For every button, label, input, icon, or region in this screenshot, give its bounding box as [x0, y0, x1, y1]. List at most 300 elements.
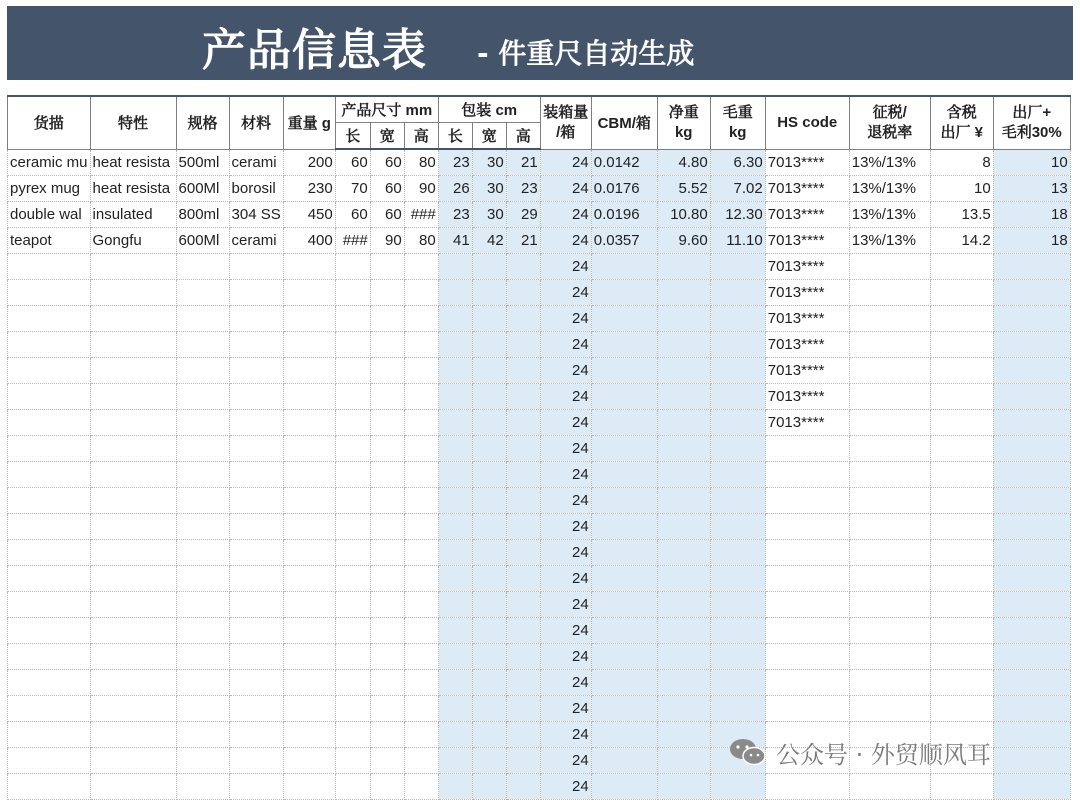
cell-pack-length[interactable]: [438, 566, 472, 592]
cell-prod-width[interactable]: [370, 462, 404, 488]
cell-pack-height[interactable]: [506, 384, 540, 410]
cell-gross-weight[interactable]: [710, 254, 765, 280]
cell-name[interactable]: [8, 306, 91, 332]
cell-tax-rate[interactable]: 13%/13%: [849, 228, 930, 254]
cell-name[interactable]: [8, 488, 91, 514]
cell-weight[interactable]: 230: [283, 176, 335, 202]
cell-tax-rate[interactable]: [849, 618, 930, 644]
header-feature[interactable]: 特性: [90, 96, 176, 149]
cell-material[interactable]: [229, 436, 283, 462]
cell-spec[interactable]: [176, 306, 229, 332]
cell-qty[interactable]: 24: [540, 462, 591, 488]
cell-hs-code[interactable]: [765, 566, 849, 592]
cell-pack-width[interactable]: [472, 488, 506, 514]
cell-cbm[interactable]: [591, 592, 657, 618]
cell-qty[interactable]: 24: [540, 644, 591, 670]
cell-name[interactable]: pyrex mug: [8, 176, 91, 202]
cell-weight[interactable]: [283, 332, 335, 358]
cell-cbm[interactable]: [591, 488, 657, 514]
cell-margin-price[interactable]: 13: [993, 176, 1070, 202]
cell-pack-width[interactable]: [472, 592, 506, 618]
cell-weight[interactable]: [283, 592, 335, 618]
cell-feature[interactable]: heat resista: [90, 176, 176, 202]
cell-spec[interactable]: [176, 592, 229, 618]
cell-prod-height[interactable]: [404, 306, 438, 332]
cell-margin-price[interactable]: [993, 384, 1070, 410]
cell-prod-width[interactable]: [370, 774, 404, 800]
cell-prod-length[interactable]: 60: [335, 202, 370, 228]
cell-name[interactable]: [8, 410, 91, 436]
cell-prod-height[interactable]: [404, 462, 438, 488]
cell-factory-price[interactable]: [930, 306, 993, 332]
cell-pack-length[interactable]: [438, 748, 472, 774]
header-pack-width[interactable]: 宽: [472, 123, 506, 150]
cell-hs-code[interactable]: [765, 774, 849, 800]
cell-prod-height[interactable]: ###: [404, 202, 438, 228]
cell-weight[interactable]: [283, 280, 335, 306]
cell-qty[interactable]: 24: [540, 540, 591, 566]
cell-prod-height[interactable]: [404, 436, 438, 462]
cell-gross-weight[interactable]: [710, 514, 765, 540]
cell-prod-height[interactable]: [404, 670, 438, 696]
cell-pack-width[interactable]: [472, 644, 506, 670]
cell-material[interactable]: [229, 540, 283, 566]
cell-gross-weight[interactable]: [710, 774, 765, 800]
cell-material[interactable]: [229, 644, 283, 670]
cell-pack-height[interactable]: [506, 358, 540, 384]
cell-hs-code[interactable]: [765, 644, 849, 670]
cell-cbm[interactable]: 0.0196: [591, 202, 657, 228]
cell-margin-price[interactable]: [993, 462, 1070, 488]
cell-name[interactable]: [8, 254, 91, 280]
cell-margin-price[interactable]: [993, 670, 1070, 696]
cell-tax-rate[interactable]: [849, 670, 930, 696]
cell-spec[interactable]: [176, 514, 229, 540]
cell-feature[interactable]: [90, 670, 176, 696]
cell-factory-price[interactable]: 13.5: [930, 202, 993, 228]
cell-margin-price[interactable]: [993, 514, 1070, 540]
cell-prod-width[interactable]: [370, 748, 404, 774]
cell-prod-height[interactable]: [404, 592, 438, 618]
cell-prod-length[interactable]: [335, 462, 370, 488]
cell-cbm[interactable]: [591, 306, 657, 332]
cell-feature[interactable]: [90, 384, 176, 410]
cell-margin-price[interactable]: [993, 280, 1070, 306]
cell-margin-price[interactable]: [993, 566, 1070, 592]
cell-gross-weight[interactable]: [710, 410, 765, 436]
cell-prod-length[interactable]: [335, 540, 370, 566]
cell-name[interactable]: [8, 774, 91, 800]
header-cbm[interactable]: CBM/箱: [591, 96, 657, 149]
cell-pack-length[interactable]: [438, 358, 472, 384]
cell-material[interactable]: [229, 306, 283, 332]
cell-prod-height[interactable]: [404, 488, 438, 514]
cell-margin-price[interactable]: [993, 644, 1070, 670]
cell-margin-price[interactable]: [993, 358, 1070, 384]
cell-qty[interactable]: 24: [540, 306, 591, 332]
cell-prod-height[interactable]: 80: [404, 149, 438, 176]
cell-prod-height[interactable]: 80: [404, 228, 438, 254]
cell-qty[interactable]: 24: [540, 618, 591, 644]
cell-margin-price[interactable]: [993, 592, 1070, 618]
cell-qty[interactable]: 24: [540, 592, 591, 618]
cell-feature[interactable]: [90, 332, 176, 358]
cell-material[interactable]: [229, 410, 283, 436]
cell-cbm[interactable]: 0.0357: [591, 228, 657, 254]
cell-hs-code[interactable]: [765, 488, 849, 514]
cell-pack-width[interactable]: [472, 722, 506, 748]
cell-pack-length[interactable]: 41: [438, 228, 472, 254]
cell-qty[interactable]: 24: [540, 384, 591, 410]
cell-material[interactable]: 304 SS: [229, 202, 283, 228]
cell-cbm[interactable]: [591, 514, 657, 540]
cell-margin-price[interactable]: [993, 748, 1070, 774]
cell-prod-length[interactable]: [335, 670, 370, 696]
cell-prod-height[interactable]: [404, 618, 438, 644]
cell-gross-weight[interactable]: [710, 280, 765, 306]
cell-spec[interactable]: [176, 358, 229, 384]
cell-spec[interactable]: [176, 696, 229, 722]
cell-prod-length[interactable]: [335, 306, 370, 332]
cell-gross-weight[interactable]: 12.30: [710, 202, 765, 228]
header-prod-height[interactable]: 高: [404, 123, 438, 150]
cell-prod-width[interactable]: [370, 306, 404, 332]
cell-feature[interactable]: [90, 410, 176, 436]
cell-qty[interactable]: 24: [540, 228, 591, 254]
cell-qty[interactable]: 24: [540, 436, 591, 462]
cell-pack-height[interactable]: [506, 332, 540, 358]
cell-factory-price[interactable]: [930, 618, 993, 644]
cell-tax-rate[interactable]: [849, 540, 930, 566]
cell-factory-price[interactable]: [930, 670, 993, 696]
cell-pack-width[interactable]: [472, 696, 506, 722]
cell-pack-width[interactable]: [472, 670, 506, 696]
cell-material[interactable]: [229, 774, 283, 800]
cell-name[interactable]: [8, 722, 91, 748]
cell-feature[interactable]: Gongfu: [90, 228, 176, 254]
cell-pack-width[interactable]: [472, 254, 506, 280]
cell-gross-weight[interactable]: [710, 566, 765, 592]
cell-qty[interactable]: 24: [540, 358, 591, 384]
header-prod-width[interactable]: 宽: [370, 123, 404, 150]
cell-gross-weight[interactable]: [710, 618, 765, 644]
cell-pack-length[interactable]: 23: [438, 149, 472, 176]
cell-qty[interactable]: 24: [540, 774, 591, 800]
cell-pack-height[interactable]: [506, 514, 540, 540]
cell-pack-height[interactable]: [506, 722, 540, 748]
cell-prod-width[interactable]: [370, 722, 404, 748]
cell-cbm[interactable]: [591, 540, 657, 566]
cell-weight[interactable]: [283, 410, 335, 436]
cell-net-weight[interactable]: [657, 566, 710, 592]
cell-spec[interactable]: [176, 618, 229, 644]
cell-factory-price[interactable]: [930, 332, 993, 358]
cell-name[interactable]: teapot: [8, 228, 91, 254]
cell-factory-price[interactable]: [930, 436, 993, 462]
cell-weight[interactable]: [283, 696, 335, 722]
cell-qty[interactable]: 24: [540, 332, 591, 358]
cell-prod-height[interactable]: [404, 358, 438, 384]
cell-spec[interactable]: [176, 488, 229, 514]
cell-margin-price[interactable]: [993, 722, 1070, 748]
cell-prod-width[interactable]: [370, 644, 404, 670]
cell-gross-weight[interactable]: [710, 644, 765, 670]
cell-cbm[interactable]: [591, 774, 657, 800]
cell-material[interactable]: [229, 514, 283, 540]
cell-spec[interactable]: [176, 722, 229, 748]
cell-hs-code[interactable]: 7013****: [765, 332, 849, 358]
header-gross-weight[interactable]: [710, 96, 765, 149]
header-material[interactable]: 材料: [229, 96, 283, 149]
cell-qty[interactable]: 24: [540, 566, 591, 592]
cell-material[interactable]: borosil: [229, 176, 283, 202]
cell-name[interactable]: [8, 618, 91, 644]
cell-gross-weight[interactable]: 7.02: [710, 176, 765, 202]
cell-pack-height[interactable]: [506, 254, 540, 280]
cell-tax-rate[interactable]: [849, 410, 930, 436]
cell-cbm[interactable]: [591, 618, 657, 644]
cell-tax-rate[interactable]: [849, 488, 930, 514]
cell-gross-weight[interactable]: 11.10: [710, 228, 765, 254]
cell-factory-price[interactable]: [930, 410, 993, 436]
cell-cbm[interactable]: [591, 566, 657, 592]
cell-net-weight[interactable]: [657, 254, 710, 280]
cell-prod-height[interactable]: [404, 254, 438, 280]
cell-prod-width[interactable]: [370, 514, 404, 540]
cell-weight[interactable]: 400: [283, 228, 335, 254]
cell-spec[interactable]: [176, 332, 229, 358]
cell-tax-rate[interactable]: [849, 696, 930, 722]
cell-pack-height[interactable]: [506, 410, 540, 436]
cell-prod-height[interactable]: [404, 566, 438, 592]
cell-prod-height[interactable]: [404, 748, 438, 774]
cell-pack-length[interactable]: [438, 384, 472, 410]
cell-pack-width[interactable]: [472, 280, 506, 306]
cell-net-weight[interactable]: [657, 644, 710, 670]
cell-prod-height[interactable]: [404, 696, 438, 722]
cell-gross-weight[interactable]: [710, 696, 765, 722]
cell-weight[interactable]: [283, 384, 335, 410]
cell-name[interactable]: [8, 748, 91, 774]
cell-pack-width[interactable]: 30: [472, 149, 506, 176]
cell-prod-width[interactable]: [370, 384, 404, 410]
cell-net-weight[interactable]: [657, 592, 710, 618]
cell-prod-height[interactable]: [404, 332, 438, 358]
cell-weight[interactable]: 450: [283, 202, 335, 228]
cell-factory-price[interactable]: 14.2: [930, 228, 993, 254]
cell-prod-height[interactable]: [404, 540, 438, 566]
cell-qty[interactable]: 24: [540, 176, 591, 202]
cell-net-weight[interactable]: 5.52: [657, 176, 710, 202]
cell-factory-price[interactable]: [930, 488, 993, 514]
cell-feature[interactable]: [90, 644, 176, 670]
cell-net-weight[interactable]: [657, 618, 710, 644]
cell-prod-length[interactable]: [335, 410, 370, 436]
cell-weight[interactable]: [283, 566, 335, 592]
cell-feature[interactable]: [90, 358, 176, 384]
header-factory-price[interactable]: [930, 96, 993, 149]
cell-pack-height[interactable]: [506, 592, 540, 618]
cell-pack-height[interactable]: [506, 540, 540, 566]
cell-prod-width[interactable]: [370, 410, 404, 436]
cell-pack-height[interactable]: 21: [506, 228, 540, 254]
header-qty[interactable]: [540, 96, 591, 149]
cell-tax-rate[interactable]: [849, 384, 930, 410]
cell-prod-height[interactable]: [404, 514, 438, 540]
header-prod-length[interactable]: 长: [335, 123, 370, 150]
cell-cbm[interactable]: [591, 384, 657, 410]
cell-pack-height[interactable]: [506, 618, 540, 644]
cell-spec[interactable]: 500ml: [176, 149, 229, 176]
cell-feature[interactable]: [90, 722, 176, 748]
cell-prod-width[interactable]: 60: [370, 202, 404, 228]
cell-net-weight[interactable]: [657, 774, 710, 800]
cell-gross-weight[interactable]: [710, 592, 765, 618]
cell-pack-height[interactable]: [506, 774, 540, 800]
cell-prod-width[interactable]: [370, 670, 404, 696]
cell-weight[interactable]: [283, 774, 335, 800]
cell-factory-price[interactable]: [930, 540, 993, 566]
cell-cbm[interactable]: [591, 358, 657, 384]
cell-qty[interactable]: 24: [540, 280, 591, 306]
cell-pack-length[interactable]: [438, 644, 472, 670]
cell-cbm[interactable]: [591, 410, 657, 436]
cell-net-weight[interactable]: 9.60: [657, 228, 710, 254]
cell-hs-code[interactable]: [765, 540, 849, 566]
cell-spec[interactable]: 600Ml: [176, 228, 229, 254]
cell-name[interactable]: [8, 280, 91, 306]
cell-gross-weight[interactable]: [710, 540, 765, 566]
cell-cbm[interactable]: [591, 436, 657, 462]
cell-spec[interactable]: [176, 774, 229, 800]
cell-prod-height[interactable]: [404, 410, 438, 436]
cell-net-weight[interactable]: 4.80: [657, 149, 710, 176]
cell-feature[interactable]: [90, 618, 176, 644]
cell-weight[interactable]: 200: [283, 149, 335, 176]
cell-prod-width[interactable]: [370, 436, 404, 462]
cell-prod-length[interactable]: [335, 644, 370, 670]
cell-net-weight[interactable]: [657, 488, 710, 514]
cell-material[interactable]: [229, 332, 283, 358]
cell-weight[interactable]: [283, 644, 335, 670]
header-net-weight[interactable]: [657, 96, 710, 149]
cell-pack-length[interactable]: [438, 436, 472, 462]
cell-margin-price[interactable]: 18: [993, 228, 1070, 254]
cell-name[interactable]: [8, 462, 91, 488]
cell-pack-length[interactable]: [438, 774, 472, 800]
cell-tax-rate[interactable]: [849, 332, 930, 358]
cell-cbm[interactable]: [591, 722, 657, 748]
header-pack-height[interactable]: 高: [506, 123, 540, 150]
cell-material[interactable]: [229, 462, 283, 488]
cell-spec[interactable]: 800ml: [176, 202, 229, 228]
cell-name[interactable]: [8, 696, 91, 722]
cell-factory-price[interactable]: 8: [930, 149, 993, 176]
cell-pack-width[interactable]: [472, 384, 506, 410]
cell-prod-height[interactable]: [404, 644, 438, 670]
cell-qty[interactable]: 24: [540, 149, 591, 176]
cell-qty[interactable]: 24: [540, 722, 591, 748]
cell-prod-width[interactable]: 60: [370, 149, 404, 176]
cell-cbm[interactable]: [591, 644, 657, 670]
cell-prod-width[interactable]: [370, 488, 404, 514]
cell-hs-code[interactable]: [765, 618, 849, 644]
cell-prod-width[interactable]: [370, 332, 404, 358]
cell-net-weight[interactable]: [657, 748, 710, 774]
cell-pack-width[interactable]: 30: [472, 176, 506, 202]
cell-tax-rate[interactable]: 13%/13%: [849, 149, 930, 176]
cell-qty[interactable]: 24: [540, 488, 591, 514]
cell-tax-rate[interactable]: [849, 592, 930, 618]
cell-pack-width[interactable]: [472, 436, 506, 462]
cell-factory-price[interactable]: [930, 566, 993, 592]
cell-feature[interactable]: [90, 306, 176, 332]
cell-prod-length[interactable]: [335, 566, 370, 592]
cell-factory-price[interactable]: [930, 592, 993, 618]
cell-feature[interactable]: [90, 566, 176, 592]
cell-prod-height[interactable]: [404, 384, 438, 410]
cell-spec[interactable]: [176, 748, 229, 774]
header-name[interactable]: 货描: [8, 96, 91, 149]
cell-name[interactable]: [8, 540, 91, 566]
cell-prod-height[interactable]: [404, 774, 438, 800]
cell-hs-code[interactable]: 7013****: [765, 306, 849, 332]
cell-tax-rate[interactable]: 13%/13%: [849, 176, 930, 202]
cell-gross-weight[interactable]: [710, 488, 765, 514]
cell-material[interactable]: cerami: [229, 149, 283, 176]
cell-pack-height[interactable]: [506, 462, 540, 488]
cell-hs-code[interactable]: 7013****: [765, 228, 849, 254]
cell-name[interactable]: double wal: [8, 202, 91, 228]
cell-prod-length[interactable]: [335, 488, 370, 514]
cell-pack-length[interactable]: [438, 410, 472, 436]
cell-factory-price[interactable]: [930, 358, 993, 384]
cell-pack-length[interactable]: [438, 540, 472, 566]
cell-pack-length[interactable]: [438, 332, 472, 358]
cell-gross-weight[interactable]: [710, 436, 765, 462]
cell-pack-height[interactable]: [506, 644, 540, 670]
cell-gross-weight[interactable]: [710, 358, 765, 384]
cell-prod-width[interactable]: [370, 696, 404, 722]
cell-tax-rate[interactable]: [849, 774, 930, 800]
cell-tax-rate[interactable]: [849, 436, 930, 462]
cell-qty[interactable]: 24: [540, 410, 591, 436]
cell-tax-rate[interactable]: [849, 280, 930, 306]
cell-hs-code[interactable]: 7013****: [765, 176, 849, 202]
header-pack-length[interactable]: 长: [438, 123, 472, 150]
cell-hs-code[interactable]: 7013****: [765, 149, 849, 176]
cell-feature[interactable]: insulated: [90, 202, 176, 228]
cell-tax-rate[interactable]: 13%/13%: [849, 202, 930, 228]
cell-hs-code[interactable]: [765, 462, 849, 488]
cell-pack-width[interactable]: [472, 306, 506, 332]
cell-qty[interactable]: 24: [540, 514, 591, 540]
cell-net-weight[interactable]: [657, 436, 710, 462]
header-package[interactable]: 包装 cm: [438, 96, 540, 123]
cell-cbm[interactable]: [591, 748, 657, 774]
cell-prod-height[interactable]: 90: [404, 176, 438, 202]
cell-cbm[interactable]: [591, 696, 657, 722]
cell-spec[interactable]: [176, 410, 229, 436]
cell-prod-length[interactable]: [335, 384, 370, 410]
cell-margin-price[interactable]: [993, 540, 1070, 566]
cell-material[interactable]: [229, 488, 283, 514]
cell-pack-length[interactable]: [438, 306, 472, 332]
cell-prod-length[interactable]: [335, 722, 370, 748]
cell-name[interactable]: [8, 358, 91, 384]
cell-net-weight[interactable]: [657, 540, 710, 566]
cell-weight[interactable]: [283, 670, 335, 696]
